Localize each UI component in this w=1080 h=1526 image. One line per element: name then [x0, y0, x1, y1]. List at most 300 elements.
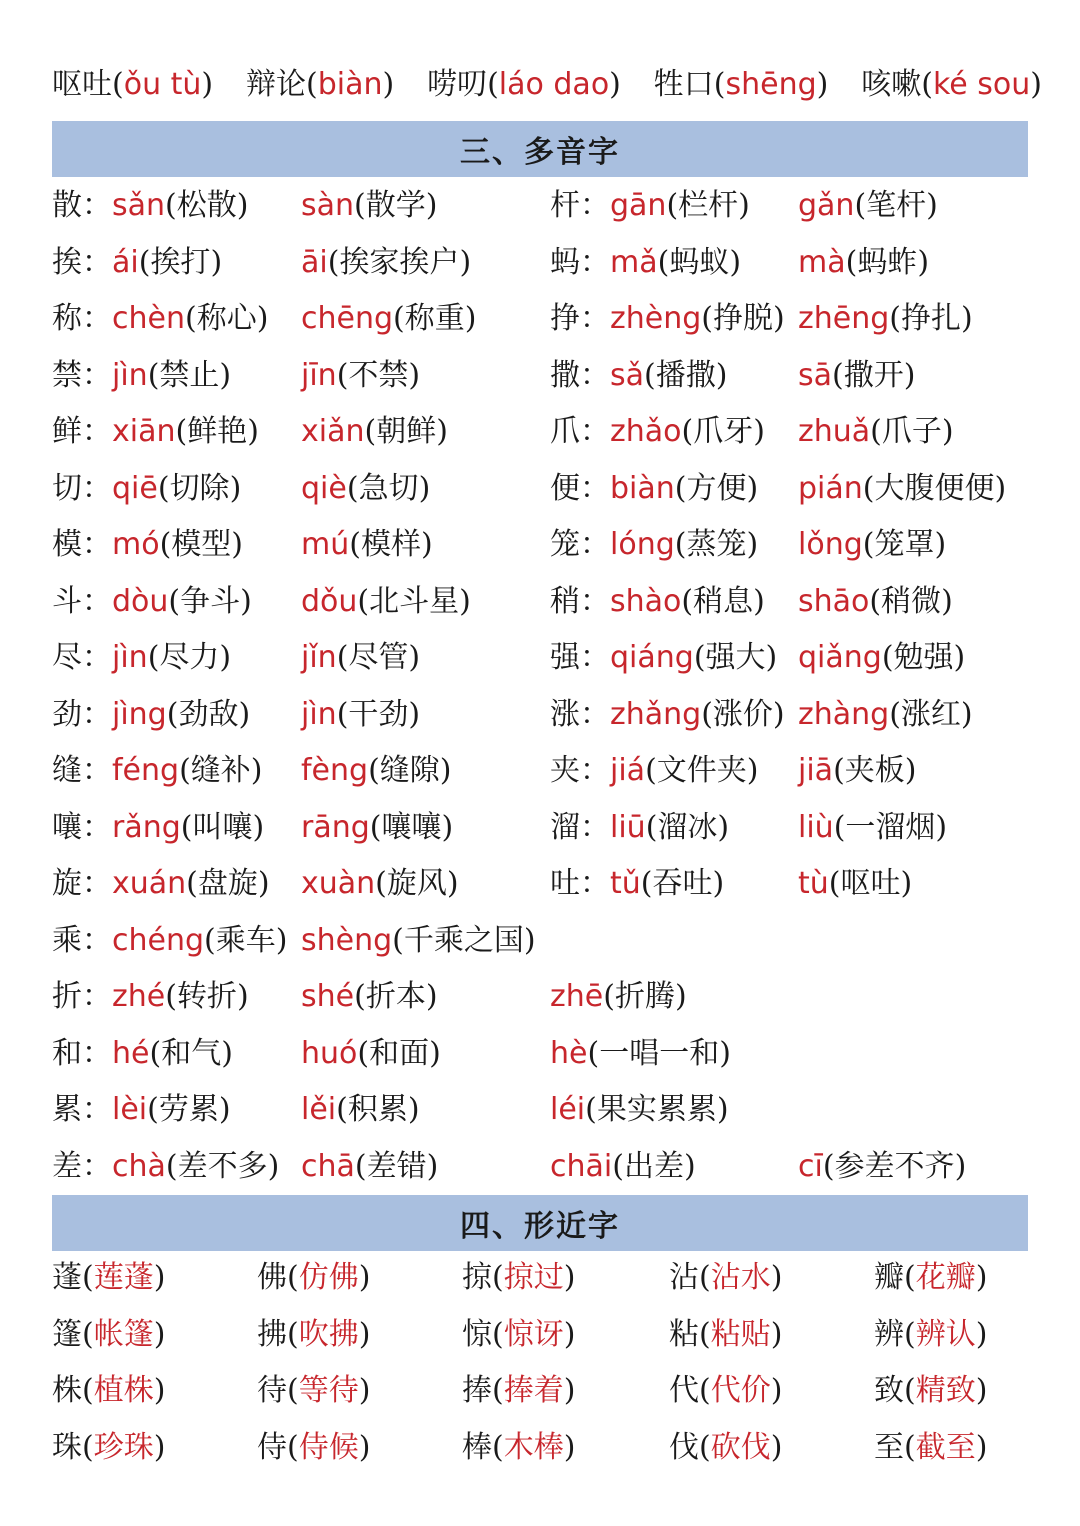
polyphone-reading: 稍：shào(稍息): [550, 583, 765, 619]
example-word: 沾水: [710, 1260, 771, 1295]
pinyin-text: rāng: [301, 809, 370, 845]
example-word: 笔杆: [866, 188, 927, 223]
pinyin-text: xuàn: [301, 866, 376, 901]
example-word: 植株: [93, 1373, 154, 1408]
pinyin-text: zhēng: [798, 301, 890, 336]
example-word: 仿佛: [298, 1260, 359, 1295]
head-character: 斗: [52, 583, 82, 619]
polyphone-reading: 折：zhé(转折): [52, 979, 249, 1014]
example-word: 强大: [705, 640, 766, 675]
example-word: 吞吐: [652, 866, 713, 901]
similar-characters-table: [52, 1252, 1042, 1478]
character: 沾: [669, 1260, 699, 1295]
example-word: 转折: [176, 979, 237, 1014]
similar-character-item: 侍(侍候): [257, 1429, 371, 1465]
pinyin-text: láo dao: [498, 67, 610, 102]
example-word: 差错: [366, 1148, 427, 1184]
example-word: 争斗: [180, 583, 241, 619]
polyphone-reading: 切：qiē(切除): [52, 470, 242, 506]
example-word: 播撒: [655, 357, 716, 393]
section-title: 三、多音字: [460, 135, 620, 170]
head-character: 撒: [550, 357, 580, 393]
similar-character-item: 至(截至): [874, 1429, 988, 1465]
example-word: 涨价: [712, 696, 773, 732]
head-character: 折: [52, 979, 82, 1014]
polyphone-reading: jìn(干劲): [301, 696, 421, 732]
example-word: 缝隙: [379, 753, 440, 788]
character: 致: [874, 1373, 904, 1408]
pinyin-text: biàn: [317, 67, 383, 102]
similar-character-item: 伐(砍伐): [669, 1429, 783, 1465]
polyphone-reading: shé(折本): [301, 979, 438, 1014]
head-character: 溜: [550, 809, 580, 845]
example-word: 劲敌: [178, 696, 239, 732]
pinyin-text: dòu: [112, 583, 169, 619]
head-character: 稍: [550, 583, 580, 619]
example-word: 松散: [176, 188, 237, 223]
pinyin-text: liù: [798, 809, 834, 845]
head-character: 禁: [52, 357, 82, 393]
pinyin-text: xuán: [112, 866, 187, 901]
pinyin-text: sǎ: [610, 357, 645, 393]
example-word: 干劲: [348, 696, 409, 732]
word-text: 辩论: [245, 67, 306, 102]
similar-character-item: 致(精致): [874, 1373, 988, 1408]
similar-character-item: 株(植株): [52, 1373, 166, 1408]
example-word: 方便: [686, 470, 747, 506]
character: 蓬: [52, 1260, 82, 1295]
pinyin-text: mó: [112, 527, 160, 562]
pinyin-text: léi: [550, 1092, 586, 1127]
head-character: 尽: [52, 640, 82, 675]
head-character: 涨: [550, 696, 580, 732]
polyphone-reading: dǒu(北斗星): [301, 583, 471, 619]
polyphone-reading: zhē(折腾): [550, 979, 687, 1014]
pinyin-text: hé: [112, 1035, 150, 1071]
pinyin-text: gān: [610, 188, 667, 223]
polyphone-reading: cī(参差不齐): [798, 1148, 967, 1184]
polyphone-reading: fèng(缝隙): [301, 753, 452, 788]
head-character: 切: [52, 470, 82, 506]
table-row: [52, 574, 1042, 631]
head-character: 强: [550, 640, 580, 675]
head-character: 和: [52, 1035, 82, 1071]
polyphone-reading: pián(大腹便便): [798, 470, 1007, 506]
example-word: 折本: [365, 979, 426, 1014]
character: 辨: [874, 1316, 904, 1352]
example-word: 散学: [365, 188, 426, 223]
example-word: 尽力: [159, 640, 220, 675]
pinyin-text: sǎn: [112, 188, 166, 223]
pinyin-text: gǎn: [798, 188, 855, 223]
table-row: [52, 1365, 1042, 1422]
polyphone-reading: 差：chà(差不多): [52, 1148, 280, 1184]
table-row: [52, 913, 1042, 970]
head-character: 吐: [550, 866, 580, 901]
head-character: 爪: [550, 414, 580, 449]
pinyin-text: chā: [301, 1148, 355, 1184]
pinyin-text: shé: [301, 979, 355, 1014]
character: 捧: [462, 1373, 492, 1408]
example-word: 乘车: [215, 922, 276, 958]
similar-character-item: 篷(帐篷): [52, 1316, 166, 1352]
pinyin-text: mǎ: [610, 244, 658, 280]
table-row: [52, 743, 1042, 800]
example-word: 爪子: [881, 414, 942, 449]
example-word: 捧着: [503, 1373, 564, 1408]
pinyin-text: zhàng: [798, 696, 890, 732]
example-word: 爪牙: [693, 414, 754, 449]
section-title: 四、形近字: [460, 1209, 620, 1244]
pinyin-text: ái: [112, 244, 139, 280]
polyphone-reading: lǒng(笼罩): [798, 527, 947, 562]
pinyin-text: zhǎo: [610, 414, 682, 449]
example-word: 粘贴: [710, 1316, 771, 1352]
top-word-item: 牲口(shēng): [653, 67, 829, 102]
pinyin-text: qiáng: [610, 640, 694, 675]
polyphone-reading: 缝：féng(缝补): [52, 753, 263, 788]
polyphone-reading: jiā(夹板): [798, 753, 917, 788]
example-word: 挣脱: [713, 301, 773, 336]
pinyin-text: jìn: [112, 640, 148, 675]
pinyin-text: qiè: [301, 470, 347, 506]
example-word: 挣扎: [901, 301, 961, 336]
similar-character-item: 沾(沾水): [669, 1260, 783, 1295]
pinyin-text: qiē: [112, 470, 158, 506]
similar-character-item: 粘(粘贴): [669, 1316, 783, 1352]
pinyin-text: xiǎn: [301, 414, 365, 449]
head-character: 劲: [52, 696, 82, 732]
similar-character-item: 惊(惊讶): [462, 1316, 576, 1352]
pinyin-text: ǒu tù: [123, 67, 202, 102]
head-character: 称: [52, 301, 82, 336]
example-word: 莲蓬: [93, 1260, 154, 1295]
polyphone-reading: 乘：chéng(乘车): [52, 922, 288, 958]
polyphone-reading: 笼：lóng(蒸笼): [550, 527, 759, 562]
head-character: 笼: [550, 527, 580, 562]
pinyin-text: lóng: [610, 527, 675, 562]
head-character: 旋: [52, 866, 82, 901]
pinyin-text: fèng: [301, 753, 369, 788]
pinyin-text: ké sou: [932, 67, 1031, 102]
table-row: [52, 1026, 1042, 1083]
pinyin-text: jīn: [301, 357, 337, 393]
example-word: 掠过: [503, 1260, 564, 1295]
polyphone-reading: 斗：dòu(争斗): [52, 583, 252, 619]
polyphone-reading: chāi(出差): [550, 1148, 696, 1184]
example-word: 朝鲜: [376, 414, 437, 449]
example-word: 挨打: [150, 244, 211, 280]
similar-character-item: 代(代价): [669, 1373, 783, 1408]
example-word: 积累: [347, 1092, 408, 1127]
top-word-item: 呕吐(ǒu tù): [52, 67, 214, 102]
example-word: 稍微: [881, 583, 942, 619]
pinyin-text: lěi: [301, 1092, 337, 1127]
table-row: [52, 178, 1042, 235]
similar-character-item: 瓣(花瓣): [874, 1260, 988, 1295]
polyphone-reading: sā(撒开): [798, 357, 916, 393]
example-word: 珍珠: [93, 1429, 154, 1465]
polyphone-reading: 尽：jìn(尽力): [52, 640, 232, 675]
pinyin-text: rǎng: [112, 809, 181, 845]
pinyin-text: tù: [798, 866, 829, 901]
similar-character-item: 拂(吹拂): [257, 1316, 371, 1352]
table-row: [52, 404, 1042, 461]
similar-character-item: 佛(仿佛): [257, 1260, 371, 1295]
example-word: 侍候: [298, 1429, 359, 1465]
example-word: 吹拂: [298, 1316, 359, 1352]
polyphone-reading: jīn(不禁): [301, 357, 421, 393]
head-character: 缝: [52, 753, 82, 788]
character: 粘: [669, 1316, 699, 1352]
section-header-similar: [52, 1195, 1028, 1251]
example-word: 等待: [298, 1373, 359, 1408]
table-row: [52, 461, 1042, 518]
table-row: [52, 969, 1042, 1026]
character: 待: [257, 1373, 287, 1408]
polyphone-reading: chā(差错): [301, 1148, 439, 1184]
example-word: 禁止: [159, 357, 220, 393]
similar-character-item: 捧(捧着): [462, 1373, 576, 1408]
polyphone-reading: tù(呕吐): [798, 866, 913, 901]
word-text: 牲口: [653, 67, 714, 102]
pinyin-text: zhǎng: [610, 696, 702, 732]
pinyin-text: lèi: [112, 1092, 148, 1127]
polyphone-reading: liù(一溜烟): [798, 809, 948, 845]
pinyin-text: huó: [301, 1035, 358, 1071]
example-word: 夹板: [844, 753, 905, 788]
example-word: 称心: [196, 301, 257, 336]
example-word: 出差: [623, 1148, 684, 1184]
head-character: 杆: [550, 188, 580, 223]
pinyin-text: shāo: [798, 583, 870, 619]
example-word: 鲜艳: [187, 414, 248, 449]
polyphone-reading: gǎn(笔杆): [798, 188, 938, 223]
example-word: 溜冰: [657, 809, 718, 845]
polyphone-reading: qiè(急切): [301, 470, 431, 506]
example-word: 劳累: [158, 1092, 219, 1127]
top-words-row: [52, 56, 1042, 106]
example-word: 砍伐: [710, 1429, 771, 1465]
character: 掠: [462, 1260, 492, 1295]
example-word: 折腾: [614, 979, 675, 1014]
example-word: 一唱一和: [599, 1035, 720, 1071]
pinyin-text: chéng: [112, 922, 205, 958]
polyphone-reading: 鲜：xiān(鲜艳): [52, 414, 259, 449]
character: 伐: [669, 1429, 699, 1465]
example-word: 尽管: [348, 640, 409, 675]
character: 拂: [257, 1316, 287, 1352]
pinyin-text: mà: [798, 244, 846, 280]
section-header-polyphonic: [52, 121, 1028, 177]
similar-character-item: 待(等待): [257, 1373, 371, 1408]
head-character: 累: [52, 1092, 82, 1127]
pinyin-text: jǐn: [301, 640, 337, 675]
similar-character-item: 棒(木棒): [462, 1429, 576, 1465]
table-row: [52, 348, 1042, 405]
pinyin-text: zhé: [112, 979, 166, 1014]
polyphone-reading: 强：qiáng(强大): [550, 640, 778, 675]
polyphone-reading: xiǎn(朝鲜): [301, 414, 448, 449]
example-word: 辨认: [915, 1316, 976, 1352]
polyphone-reading: 夹：jiá(文件夹): [550, 753, 759, 788]
example-word: 不禁: [348, 357, 409, 393]
pinyin-text: liū: [610, 809, 646, 845]
example-word: 缝补: [190, 753, 251, 788]
example-word: 蚂蚁: [669, 244, 730, 280]
polyphone-reading: sàn(散学): [301, 188, 438, 223]
example-word: 蚂蚱: [857, 244, 918, 280]
character: 代: [669, 1373, 699, 1408]
pinyin-text: mú: [301, 527, 350, 562]
pinyin-text: jiā: [798, 753, 834, 788]
example-word: 挨家挨户: [339, 244, 460, 280]
pinyin-text: biàn: [610, 470, 675, 506]
example-word: 木棒: [503, 1429, 564, 1465]
example-word: 栏杆: [678, 188, 739, 223]
polyphone-reading: 溜：liū(溜冰): [550, 809, 730, 845]
polyphone-reading: 称：chèn(称心): [52, 301, 269, 336]
pinyin-text: chà: [112, 1148, 166, 1184]
pinyin-text: féng: [112, 753, 180, 788]
polyphone-reading: 杆：gān(栏杆): [550, 188, 750, 223]
table-row: [52, 1252, 1042, 1309]
polyphone-reading: lěi(积累): [301, 1092, 420, 1127]
example-word: 文件夹: [656, 753, 747, 788]
pinyin-text: shào: [610, 583, 682, 619]
table-row: [52, 235, 1042, 292]
example-word: 参差不齐: [834, 1148, 955, 1184]
polyphone-reading: shèng(千乘之国): [301, 922, 536, 958]
polyphone-reading: zhàng(涨红): [798, 696, 973, 732]
table-row: [52, 1139, 1042, 1196]
polyphone-reading: 禁：jìn(禁止): [52, 357, 232, 393]
table-row: [52, 1422, 1042, 1479]
pinyin-text: sā: [798, 357, 833, 393]
example-word: 切除: [169, 470, 230, 506]
polyphone-reading: 旋：xuán(盘旋): [52, 866, 270, 901]
example-word: 叫嚷: [192, 809, 253, 845]
table-row: [52, 856, 1042, 913]
character: 瓣: [874, 1260, 904, 1295]
example-word: 稍息: [693, 583, 754, 619]
polyphonic-table: [52, 178, 1042, 1195]
head-character: 差: [52, 1148, 82, 1184]
similar-character-item: 辨(辨认): [874, 1316, 988, 1352]
pinyin-text: pián: [798, 470, 863, 506]
pinyin-text: hè: [550, 1035, 588, 1071]
polyphone-reading: 挨：ái(挨打): [52, 244, 223, 280]
example-word: 和面: [369, 1035, 430, 1071]
example-word: 蒸笼: [686, 527, 747, 562]
character: 惊: [462, 1316, 492, 1352]
pinyin-text: chèn: [112, 301, 185, 336]
example-word: 千乘之国: [403, 922, 524, 958]
similar-character-item: 蓬(莲蓬): [52, 1260, 166, 1295]
example-word: 果实累累: [596, 1092, 717, 1127]
head-character: 蚂: [550, 244, 580, 280]
example-word: 称重: [404, 301, 465, 336]
pinyin-text: chēng: [301, 301, 394, 336]
top-word-item: 唠叨(láo dao): [427, 67, 621, 102]
example-word: 旋风: [386, 866, 447, 901]
example-word: 撒开: [843, 357, 904, 393]
pinyin-text: cī: [798, 1148, 823, 1184]
polyphone-reading: qiǎng(勉强): [798, 640, 966, 675]
example-word: 代价: [710, 1373, 771, 1408]
example-word: 模样: [360, 527, 421, 562]
pinyin-text: qiǎng: [798, 640, 882, 675]
polyphone-reading: zhēng(挣扎): [798, 301, 973, 336]
character: 篷: [52, 1316, 82, 1352]
example-word: 笼罩: [874, 527, 935, 562]
polyphone-reading: 累：lèi(劳累): [52, 1092, 231, 1127]
head-character: 鲜: [52, 414, 82, 449]
table-row: [52, 687, 1042, 744]
character: 至: [874, 1429, 904, 1465]
pinyin-text: jìng: [112, 696, 167, 732]
example-word: 盘旋: [197, 866, 258, 901]
example-word: 涨红: [900, 696, 961, 732]
polyphone-reading: 撒：sǎ(播撒): [550, 357, 728, 393]
word-text: 咳嗽: [861, 67, 922, 102]
pinyin-text: shēng: [725, 67, 817, 102]
example-word: 花瓣: [915, 1260, 976, 1295]
table-row: [52, 517, 1042, 574]
example-word: 嚷嚷: [381, 809, 442, 845]
polyphone-reading: 便：biàn(方便): [550, 470, 759, 506]
example-word: 北斗星: [369, 583, 460, 619]
example-word: 帐篷: [93, 1316, 154, 1352]
example-word: 模型: [171, 527, 232, 562]
polyphone-reading: 涨：zhǎng(涨价): [550, 696, 785, 732]
polyphone-reading: rāng(嚷嚷): [301, 809, 454, 845]
polyphone-reading: 模：mó(模型): [52, 527, 244, 562]
pinyin-text: chāi: [550, 1148, 613, 1184]
pinyin-text: zhē: [550, 979, 604, 1014]
example-word: 截至: [915, 1429, 976, 1465]
word-text: 唠叨: [427, 67, 488, 102]
polyphone-reading: 爪：zhǎo(爪牙): [550, 414, 765, 449]
similar-character-item: 珠(珍珠): [52, 1429, 166, 1465]
table-row: [52, 1082, 1042, 1139]
character: 棒: [462, 1429, 492, 1465]
polyphone-reading: jǐn(尽管): [301, 640, 421, 675]
character: 佛: [257, 1260, 287, 1295]
polyphone-reading: léi(果实累累): [550, 1092, 729, 1127]
pinyin-text: āi: [301, 244, 328, 280]
example-word: 急切: [358, 470, 419, 506]
table-row: [52, 1309, 1042, 1366]
character: 侍: [257, 1429, 287, 1465]
polyphone-reading: mú(模样): [301, 527, 433, 562]
similar-character-item: 掠(掠过): [462, 1260, 576, 1295]
polyphone-reading: 散：sǎn(松散): [52, 188, 249, 223]
example-word: 惊讶: [503, 1316, 564, 1352]
polyphone-reading: āi(挨家挨户): [301, 244, 472, 280]
example-word: 精致: [915, 1373, 976, 1408]
head-character: 挣: [550, 301, 580, 336]
polyphone-reading: hè(一唱一和): [550, 1035, 731, 1071]
example-word: 和气: [161, 1035, 222, 1071]
pinyin-text: tǔ: [610, 866, 641, 901]
table-row: [52, 800, 1042, 857]
polyphone-reading: mà(蚂蚱): [798, 244, 930, 280]
top-word-item: 咳嗽(ké sou): [861, 67, 1042, 102]
head-character: 挨: [52, 244, 82, 280]
pinyin-text: xiān: [112, 414, 176, 449]
pinyin-text: shèng: [301, 922, 393, 958]
